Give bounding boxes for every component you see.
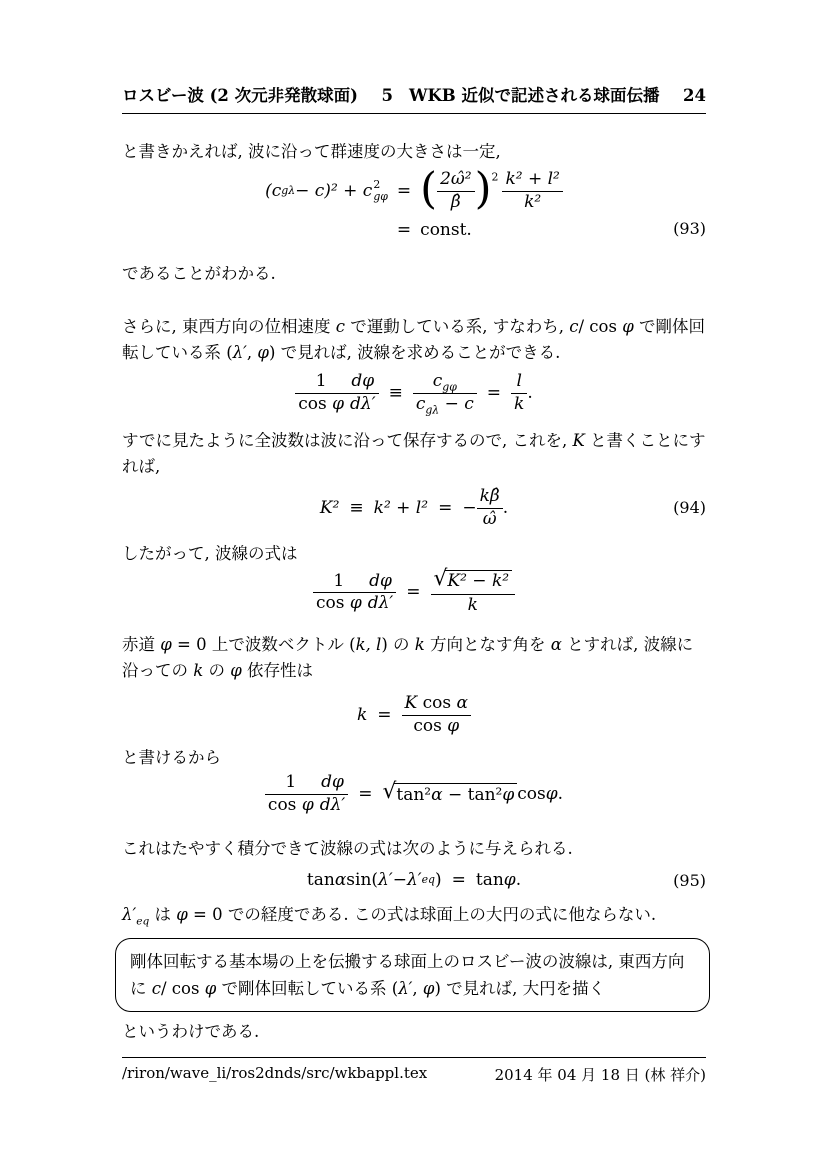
math-var: k — [414, 635, 425, 654]
eq93-rhs: ( $\frac{\text{2ω̂²}}{\betâ}$ ) 2 $\frac{\text{k² + l²}}{\text{k²}}$ — [420, 170, 563, 212]
math-var: φ — [422, 979, 435, 998]
text-run: / cos — [161, 979, 205, 998]
text-run: と書けるから — [122, 748, 221, 767]
fraction — [431, 566, 516, 615]
header-short-title: ロスビー波 (2 次元非発散球面) — [122, 86, 358, 105]
equation-number: (93) — [673, 219, 706, 239]
fraction — [347, 372, 379, 414]
frac-numerator — [402, 694, 471, 715]
text-run: というわけである. — [122, 1022, 260, 1041]
math-var: − c)² + c — [295, 181, 373, 202]
frac-numerator: k² + l² — [505, 169, 560, 189]
paragraph — [122, 541, 706, 567]
function-name: cos — [422, 693, 457, 713]
math-sub: gφ — [442, 380, 457, 394]
paragraph — [122, 261, 706, 287]
fraction — [265, 773, 317, 815]
equation-number: (95) — [673, 870, 706, 890]
math-var: k, l — [355, 635, 382, 654]
radicand: K² − k² — [445, 570, 512, 592]
text-run: / cos — [578, 317, 623, 336]
math-var: c — [335, 317, 345, 336]
math-var: (c — [265, 181, 282, 202]
equation-94 — [122, 487, 706, 529]
equation-number: (94) — [673, 498, 706, 518]
frac-numerator: 2ω̂² — [440, 169, 472, 189]
text-run: これはたやすく積分できて波線の式は次のように与えられる. — [122, 839, 573, 858]
text-run: 方向となす角を — [424, 635, 551, 654]
equals-sign: = — [406, 582, 421, 603]
math-sub: gφ — [373, 190, 388, 204]
period: . — [557, 783, 564, 804]
math-var: φ — [545, 783, 558, 804]
equals-sign: = — [396, 220, 412, 241]
equals-sign: = — [486, 382, 502, 403]
equation-93 — [122, 164, 706, 241]
page-content — [122, 0, 706, 1169]
fraction — [502, 170, 562, 212]
math-sub: eq — [136, 915, 150, 928]
math-sup: 2 — [373, 177, 381, 191]
text-run: で剛体回転している系 ( — [216, 979, 399, 998]
math-var: φ — [332, 393, 345, 414]
function-name: cos — [315, 593, 350, 614]
text-run: すでに見たように全波数は波に沿って保存するので, これを, — [122, 431, 573, 450]
math-var: λ′ — [122, 905, 137, 924]
math-var: c — [569, 317, 579, 336]
fraction — [313, 572, 365, 614]
text-run: 剛体回転する基本場の上を伝搬する球面上のロスビー波の波線は, 東西方向に — [130, 952, 685, 998]
frac-denominator: ω̂ — [477, 508, 503, 530]
text-run: ) の — [381, 635, 415, 654]
text-run: = 0 での経度である. この式は球面上の大円の式に他ならない. — [187, 905, 657, 924]
text-run: したがって, 波線の式は — [122, 544, 298, 563]
paragraph — [122, 1019, 706, 1045]
math-var: φ — [301, 794, 314, 815]
text-run: = 0 上で波数ベクトル ( — [171, 635, 356, 654]
equals-sign: = — [377, 704, 392, 725]
frac-numerator: 1 — [285, 772, 297, 792]
equiv-sign: ≡ — [388, 382, 403, 403]
function-name: tan — [475, 870, 504, 890]
function-name: cos — [298, 393, 333, 414]
frac-denominator: β̂ — [437, 191, 475, 213]
fraction — [365, 572, 397, 614]
text-run: は — [149, 905, 177, 924]
text-run: とすれば, 波線に沿っての — [122, 635, 694, 680]
math-var: λ′ — [378, 870, 393, 890]
period: . — [527, 382, 533, 403]
radicand — [394, 783, 517, 805]
frac-denominator — [402, 715, 471, 737]
function-name: cos — [517, 783, 546, 804]
fraction — [437, 170, 475, 212]
frac-numerator: l — [516, 371, 522, 391]
math-var: k — [193, 661, 204, 680]
math-var: α — [550, 635, 562, 654]
math-var: φ — [503, 870, 516, 890]
function-name: cos — [413, 715, 448, 736]
math-var: φ — [204, 979, 217, 998]
footer-date: 2014 年 04 月 18 日 (林 祥介) — [494, 1066, 706, 1084]
equiv-sign: ≡ — [349, 497, 364, 518]
frac-numerator: dφ — [351, 371, 375, 391]
math-sub: gλ — [425, 402, 440, 416]
page-footer — [122, 1057, 706, 1085]
text-run: で運動している系, すなわち, — [345, 317, 570, 336]
source-path: /riron/wave_li/ros2dnds/src/wkbappl.tex — [122, 1064, 428, 1082]
period: . — [515, 870, 522, 890]
square-root — [433, 566, 513, 592]
section-number: 5 — [381, 86, 393, 105]
math-var: c — [415, 393, 426, 414]
text-run: と書くことにすれば, — [122, 431, 706, 476]
equals-sign: = — [451, 870, 466, 890]
frac-numerator: dφ — [369, 570, 392, 591]
math-var: φ — [622, 317, 634, 336]
math-var: c — [151, 979, 161, 998]
math-var: α — [431, 784, 443, 805]
frac-denominator: dλ′ — [317, 794, 349, 816]
math-var: φ — [447, 715, 460, 736]
frac-denominator — [413, 393, 477, 415]
frac-denominator — [295, 393, 347, 415]
minus-sign: − — [462, 497, 477, 518]
frac-denominator: k² — [502, 191, 562, 213]
paragraph — [122, 139, 706, 165]
frac-numerator — [431, 566, 516, 594]
frac-numerator — [413, 372, 477, 393]
result-box — [115, 938, 710, 1012]
radical-sign: √ — [433, 566, 448, 591]
fraction — [295, 372, 347, 414]
text-run: ) で見れば, 波線を求めることができる. — [268, 343, 561, 362]
equation-ray-sqrt — [122, 566, 706, 615]
fraction — [511, 372, 527, 414]
math-var: λ′ — [398, 979, 413, 998]
equals-sign: = — [358, 783, 373, 804]
equals-sign: = — [396, 181, 412, 202]
section-title: WKB 近似で記述される球面伝播 — [408, 86, 660, 105]
period: . — [502, 497, 509, 518]
frac-numerator: 1 — [315, 371, 327, 391]
fraction — [317, 773, 349, 815]
frac-denominator — [313, 592, 365, 614]
equation-grid — [122, 164, 706, 241]
paragraph — [122, 428, 706, 480]
text-run: ) で見れば, 大円を描く — [434, 979, 606, 998]
equation-95: tan α sin( λ′ − λ′ eq ) = tan φ . (95) — [306, 870, 706, 890]
paragraph — [122, 632, 706, 684]
paren: ) — [434, 870, 442, 890]
math-var: K — [572, 431, 585, 450]
equals-sign: = — [438, 497, 453, 518]
text-run: さらに, 東西方向の位相速度 — [122, 317, 336, 336]
text-run: 依存性は — [241, 661, 314, 680]
function-name: cos — [267, 794, 302, 815]
paragraph — [122, 902, 706, 928]
equation-tan-sqrt — [122, 773, 706, 815]
eq93-lhs: (c gλ − c)² + c 2 gφ — [265, 177, 388, 204]
text-run: の — [203, 661, 231, 680]
math-var: φ — [349, 593, 362, 614]
frac-denominator: k — [431, 594, 516, 616]
math-var: φ — [257, 343, 269, 362]
math-var: k — [356, 704, 368, 725]
paragraph — [122, 314, 706, 366]
frac-numerator: 1 — [333, 570, 345, 591]
equation-k-dependence — [122, 694, 706, 736]
text-run: , — [246, 343, 258, 362]
math-sup: 2 — [491, 169, 499, 183]
square-root — [382, 778, 518, 805]
function-name: − tan² — [442, 784, 503, 805]
text-run: であることがわかる. — [122, 264, 276, 283]
page-header — [122, 82, 706, 114]
frac-numerator: dφ — [321, 772, 344, 792]
equation-ray-definition — [122, 372, 706, 414]
frac-denominator: dλ′ — [347, 393, 379, 415]
eq93-rhs2: const. — [420, 220, 472, 241]
supsub-stack — [373, 179, 388, 204]
header-section — [381, 82, 659, 106]
function-name: tan — [306, 870, 335, 890]
math-var: α — [334, 870, 347, 890]
frac-denominator: dλ′ — [365, 592, 397, 614]
math-var: − c — [439, 393, 474, 414]
math-var: k² + l² — [373, 497, 429, 518]
math-var: φ — [176, 905, 188, 924]
math-var: α — [456, 693, 469, 713]
math-var: φ — [230, 661, 242, 680]
math-var: φ — [502, 784, 515, 805]
function-name: sin( — [346, 870, 379, 890]
frac-denominator — [265, 794, 317, 816]
paragraph — [122, 745, 706, 771]
text-run: と書きかえれば, 波に沿って群速度の大きさは一定, — [122, 142, 501, 161]
math-var: K² — [319, 497, 340, 518]
minus-sign: − — [392, 870, 407, 890]
fraction — [477, 487, 503, 529]
page-number: 24 — [683, 86, 706, 105]
math-var: K — [404, 693, 423, 713]
text-run: , — [412, 979, 423, 998]
text-run: で剛体回転している系 ( — [122, 317, 705, 362]
math-var: c — [432, 371, 443, 391]
frac-denominator: k — [511, 393, 527, 415]
math-var: φ — [160, 635, 172, 654]
text-run: 赤道 — [122, 635, 161, 654]
paragraph — [122, 836, 706, 862]
frac-numerator: kβ̂ — [479, 486, 500, 506]
fraction — [402, 694, 471, 736]
radical-sign: √ — [382, 778, 397, 804]
fraction — [413, 372, 477, 414]
math-var: λ′ — [406, 870, 422, 890]
function-name: tan² — [396, 784, 432, 805]
math-var: λ′ — [232, 343, 247, 362]
